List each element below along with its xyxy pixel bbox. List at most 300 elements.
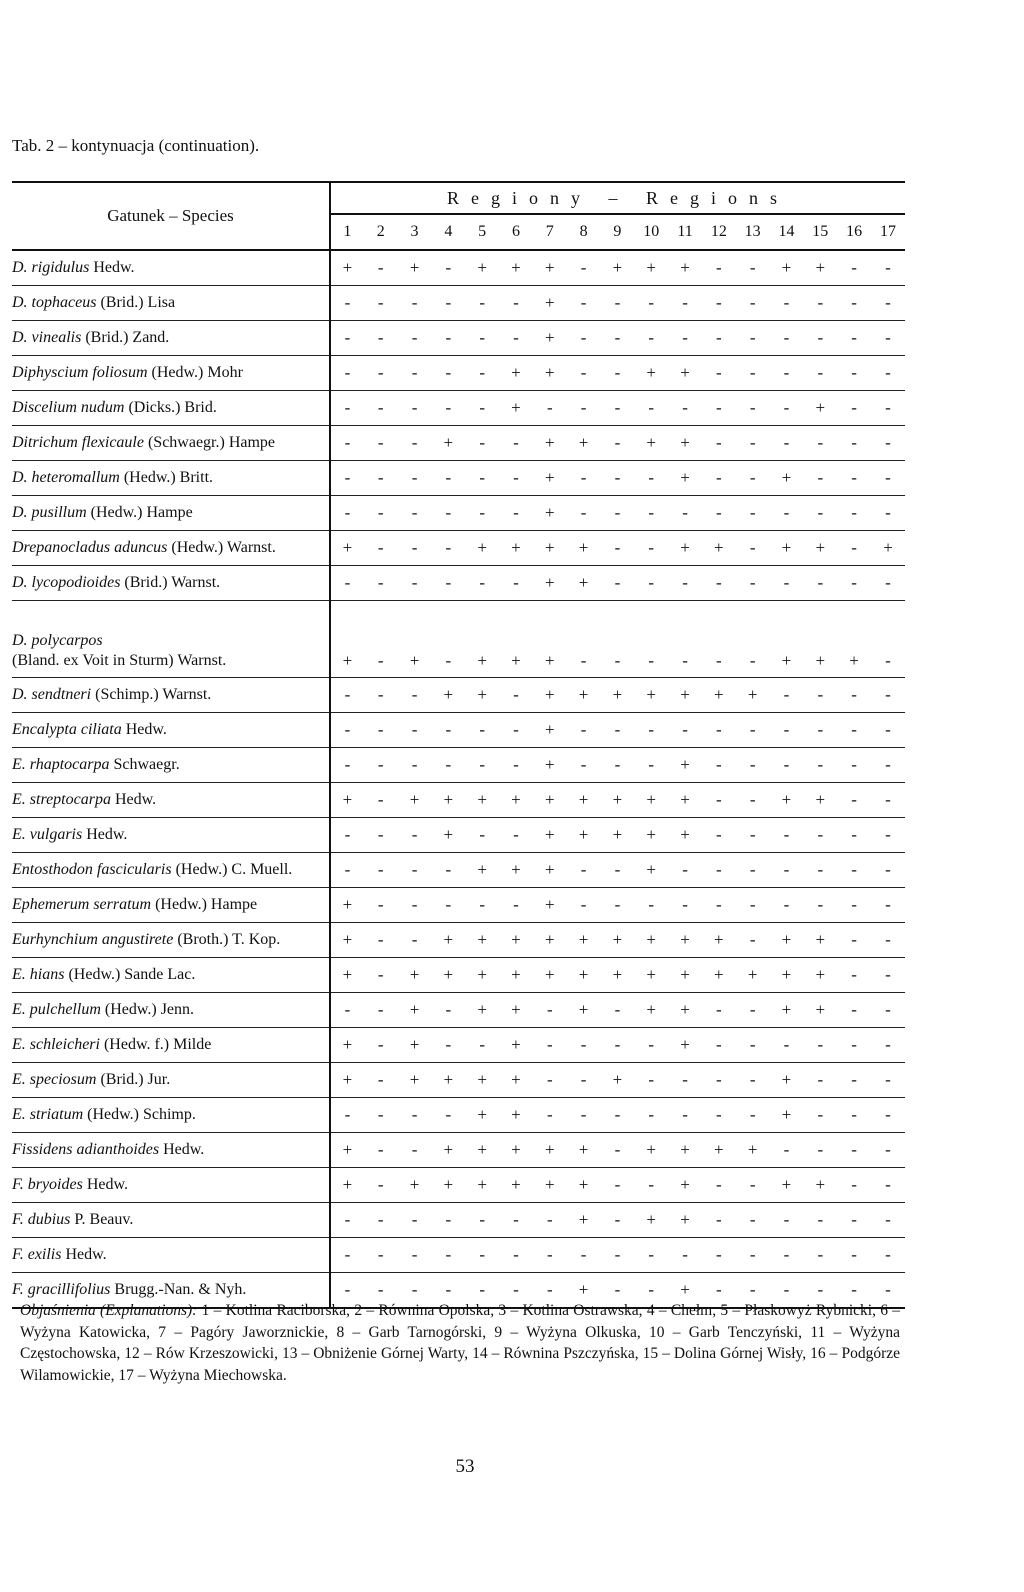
presence-mark-cell: - <box>803 853 837 888</box>
presence-mark-cell: - <box>330 566 364 601</box>
species-latin-name: Drepanocladus aduncus <box>12 539 168 556</box>
presence-mark-cell: - <box>837 356 871 391</box>
presence-mark-cell: - <box>330 461 364 496</box>
presence-mark-cell: - <box>601 888 635 923</box>
presence-mark-cell: - <box>770 748 804 783</box>
presence-mark-cell: - <box>702 321 736 356</box>
presence-mark-cell: + <box>533 356 567 391</box>
presence-mark-cell: - <box>465 426 499 461</box>
species-name-cell <box>12 713 330 748</box>
presence-mark-cell: - <box>803 496 837 531</box>
presence-mark-cell: - <box>871 461 905 496</box>
presence-mark-cell: + <box>837 601 871 678</box>
presence-mark-cell: + <box>465 1098 499 1133</box>
presence-mark-cell: - <box>398 853 432 888</box>
presence-mark-cell: - <box>871 713 905 748</box>
presence-mark-cell: - <box>330 713 364 748</box>
presence-mark-cell: - <box>465 818 499 853</box>
presence-mark-cell: - <box>702 888 736 923</box>
species-authority: Hedw. <box>110 791 157 808</box>
presence-mark-cell: - <box>871 566 905 601</box>
presence-mark-cell: - <box>465 461 499 496</box>
presence-mark-cell: + <box>465 993 499 1028</box>
presence-mark-cell: - <box>398 391 432 426</box>
presence-mark-cell: - <box>601 321 635 356</box>
presence-mark-cell: + <box>668 461 702 496</box>
presence-mark-cell: - <box>567 1063 601 1098</box>
presence-mark-cell: - <box>398 713 432 748</box>
page-number: 53 <box>455 1456 475 1477</box>
presence-mark-cell: - <box>837 1273 871 1309</box>
species-latin-name: E. pulchellum <box>12 1001 101 1018</box>
table-row <box>12 356 905 391</box>
presence-mark-cell: - <box>871 1238 905 1273</box>
presence-mark-cell: - <box>702 496 736 531</box>
species-authority: (Brid.) Jur. <box>96 1071 171 1088</box>
presence-mark-cell: - <box>398 461 432 496</box>
presence-mark-cell: - <box>431 713 465 748</box>
presence-mark-cell: + <box>398 783 432 818</box>
presence-mark-cell: - <box>364 250 398 286</box>
presence-mark-cell: - <box>364 678 398 713</box>
presence-mark-cell: - <box>736 531 770 566</box>
presence-mark-cell: + <box>668 531 702 566</box>
presence-mark-cell: - <box>567 713 601 748</box>
presence-mark-cell: - <box>837 1168 871 1203</box>
presence-mark-cell: - <box>770 818 804 853</box>
presence-mark-cell: + <box>770 531 804 566</box>
presence-mark-cell: - <box>736 496 770 531</box>
presence-mark-cell: - <box>736 1063 770 1098</box>
presence-mark-cell: - <box>499 1238 533 1273</box>
presence-mark-cell: + <box>398 958 432 993</box>
species-name-cell <box>12 531 330 566</box>
presence-mark-cell: + <box>533 250 567 286</box>
presence-mark-cell: - <box>837 321 871 356</box>
presence-mark-cell: - <box>398 286 432 321</box>
presence-mark-cell: - <box>499 321 533 356</box>
presence-mark-cell: - <box>837 461 871 496</box>
region-number-header: 4 <box>431 214 465 250</box>
presence-mark-cell: - <box>465 1203 499 1238</box>
presence-mark-cell: + <box>499 250 533 286</box>
presence-mark-cell: - <box>465 566 499 601</box>
presence-mark-cell: + <box>533 601 567 678</box>
presence-mark-cell: - <box>465 496 499 531</box>
presence-mark-cell: - <box>770 1028 804 1063</box>
region-number-header: 10 <box>634 214 668 250</box>
presence-mark-cell: - <box>465 1238 499 1273</box>
presence-mark-cell: - <box>736 713 770 748</box>
presence-mark-cell: - <box>770 853 804 888</box>
presence-mark-cell: - <box>871 993 905 1028</box>
presence-mark-cell: + <box>634 923 668 958</box>
presence-mark-cell: - <box>702 461 736 496</box>
presence-mark-cell: - <box>364 783 398 818</box>
presence-mark-cell: - <box>702 250 736 286</box>
presence-mark-cell: - <box>499 496 533 531</box>
presence-mark-cell: - <box>364 391 398 426</box>
presence-mark-cell: - <box>330 496 364 531</box>
presence-mark-cell: + <box>431 426 465 461</box>
presence-mark-cell: - <box>499 461 533 496</box>
presence-mark-cell: - <box>431 1098 465 1133</box>
presence-mark-cell: - <box>668 321 702 356</box>
presence-mark-cell: + <box>803 993 837 1028</box>
presence-mark-cell: - <box>364 888 398 923</box>
species-authority: (Hedw.) Jenn. <box>100 1001 195 1018</box>
presence-mark-cell: - <box>871 601 905 678</box>
species-authority: (Broth.) T. Kop. <box>173 931 281 948</box>
presence-mark-cell: + <box>465 1168 499 1203</box>
presence-mark-cell: - <box>431 250 465 286</box>
presence-mark-cell: - <box>736 1098 770 1133</box>
presence-mark-cell: - <box>601 391 635 426</box>
table-row <box>12 566 905 601</box>
presence-mark-cell: + <box>634 783 668 818</box>
presence-mark-cell: + <box>431 1168 465 1203</box>
presence-mark-cell: - <box>567 461 601 496</box>
presence-mark-cell: + <box>330 1133 364 1168</box>
region-number-header: 14 <box>770 214 804 250</box>
presence-mark-cell: - <box>837 993 871 1028</box>
species-authority: (Hedw. f.) Milde <box>99 1036 212 1053</box>
species-authority: (Dicks.) Brid. <box>124 399 217 416</box>
species-name-cell <box>12 286 330 321</box>
presence-mark-cell: + <box>398 250 432 286</box>
presence-mark-cell: - <box>837 1238 871 1273</box>
presence-mark-cell: + <box>398 1168 432 1203</box>
presence-mark-cell: - <box>837 1203 871 1238</box>
presence-mark-cell: + <box>465 678 499 713</box>
presence-mark-cell: - <box>837 713 871 748</box>
presence-mark-cell: + <box>465 601 499 678</box>
table-row <box>12 678 905 713</box>
presence-mark-cell: - <box>431 601 465 678</box>
presence-mark-cell: + <box>330 888 364 923</box>
species-name-cell <box>12 1063 330 1098</box>
presence-mark-cell: - <box>871 818 905 853</box>
species-latin-name: E. vulgaris <box>12 826 83 843</box>
presence-mark-cell: + <box>770 783 804 818</box>
presence-mark-cell: + <box>803 923 837 958</box>
presence-mark-cell: - <box>871 783 905 818</box>
presence-mark-cell: - <box>364 993 398 1028</box>
presence-mark-cell: + <box>465 1133 499 1168</box>
presence-mark-cell: - <box>871 888 905 923</box>
presence-mark-cell: - <box>803 1063 837 1098</box>
presence-mark-cell: - <box>668 496 702 531</box>
presence-mark-cell: - <box>871 426 905 461</box>
presence-mark-cell: - <box>634 531 668 566</box>
presence-mark-cell: - <box>601 286 635 321</box>
presence-mark-cell: - <box>770 1203 804 1238</box>
presence-mark-cell: - <box>601 1028 635 1063</box>
presence-mark-cell: + <box>668 748 702 783</box>
presence-mark-cell: + <box>634 250 668 286</box>
presence-mark-cell: + <box>330 250 364 286</box>
presence-mark-cell: - <box>871 1028 905 1063</box>
presence-mark-cell: + <box>465 250 499 286</box>
presence-mark-cell: - <box>871 853 905 888</box>
species-authority: Hedw. <box>159 1141 205 1158</box>
species-latin-name: E. schleicheri <box>12 1036 100 1053</box>
presence-mark-cell: - <box>871 496 905 531</box>
presence-mark-cell: - <box>736 356 770 391</box>
presence-mark-cell: + <box>499 923 533 958</box>
presence-mark-cell: + <box>465 958 499 993</box>
presence-mark-cell: + <box>770 461 804 496</box>
species-latin-name: E. hians <box>12 966 65 983</box>
regions-column-header: Regiony – Regions <box>330 182 905 214</box>
species-authority: (Hedw.) Hampe <box>151 896 258 913</box>
presence-mark-cell: + <box>601 923 635 958</box>
presence-mark-cell: - <box>601 566 635 601</box>
presence-mark-cell: + <box>601 958 635 993</box>
species-latin-name: Fissidens adianthoides <box>12 1141 160 1158</box>
species-latin-name: D. pusillum <box>12 504 87 521</box>
presence-mark-cell: - <box>634 496 668 531</box>
presence-mark-cell: - <box>330 853 364 888</box>
presence-mark-cell: + <box>398 601 432 678</box>
explanations-note <box>20 1300 900 1386</box>
presence-mark-cell: - <box>364 853 398 888</box>
species-authority: (Brid.) Lisa <box>96 294 176 311</box>
presence-mark-cell: + <box>533 496 567 531</box>
presence-mark-cell: + <box>803 531 837 566</box>
species-authority: (Hedw.) Sande Lac. <box>64 966 196 983</box>
presence-mark-cell: - <box>837 1028 871 1063</box>
presence-mark-cell: + <box>330 1028 364 1063</box>
presence-mark-cell: - <box>364 1133 398 1168</box>
presence-mark-cell: + <box>668 1168 702 1203</box>
presence-mark-cell: - <box>499 713 533 748</box>
presence-mark-cell: + <box>533 286 567 321</box>
presence-mark-cell: + <box>465 531 499 566</box>
presence-mark-cell: - <box>533 1063 567 1098</box>
presence-mark-cell: - <box>837 566 871 601</box>
region-number-header: 1 <box>330 214 364 250</box>
presence-mark-cell: + <box>634 678 668 713</box>
presence-mark-cell: - <box>668 1238 702 1273</box>
presence-mark-cell: + <box>668 923 702 958</box>
presence-mark-cell: - <box>702 713 736 748</box>
presence-mark-cell: - <box>702 853 736 888</box>
presence-mark-cell: - <box>736 1028 770 1063</box>
table-row <box>12 496 905 531</box>
presence-mark-cell: - <box>499 818 533 853</box>
presence-mark-cell: - <box>803 286 837 321</box>
presence-mark-cell: - <box>770 286 804 321</box>
presence-mark-cell: + <box>499 391 533 426</box>
presence-mark-cell: - <box>398 426 432 461</box>
presence-mark-cell: - <box>634 1098 668 1133</box>
presence-mark-cell: + <box>533 818 567 853</box>
species-authority: (Hedw.) Schimp. <box>83 1106 196 1123</box>
table-row <box>12 1098 905 1133</box>
presence-mark-cell: - <box>770 1238 804 1273</box>
presence-mark-cell: + <box>533 923 567 958</box>
presence-mark-cell: + <box>668 678 702 713</box>
species-authority: (Hedw.) Hampe <box>86 504 193 521</box>
presence-mark-cell: + <box>770 993 804 1028</box>
presence-mark-cell: - <box>601 356 635 391</box>
presence-mark-cell: - <box>803 748 837 783</box>
species-name-cell <box>12 1028 330 1063</box>
presence-mark-cell: + <box>668 818 702 853</box>
region-number-header: 5 <box>465 214 499 250</box>
region-number-header: 7 <box>533 214 567 250</box>
presence-mark-cell: - <box>567 1028 601 1063</box>
presence-mark-cell: - <box>871 1203 905 1238</box>
presence-mark-cell: - <box>398 888 432 923</box>
presence-mark-cell: - <box>567 748 601 783</box>
presence-mark-cell: - <box>668 888 702 923</box>
presence-mark-cell: + <box>803 783 837 818</box>
presence-mark-cell: + <box>465 853 499 888</box>
presence-mark-cell: - <box>398 356 432 391</box>
presence-mark-cell: - <box>837 1133 871 1168</box>
presence-mark-cell: + <box>465 923 499 958</box>
presence-mark-cell: + <box>770 601 804 678</box>
region-number-header: 12 <box>702 214 736 250</box>
species-latin-name: D. tophaceus <box>12 294 97 311</box>
presence-mark-cell: - <box>770 1273 804 1309</box>
presence-mark-cell: - <box>601 1133 635 1168</box>
presence-mark-cell: + <box>702 958 736 993</box>
presence-mark-cell: - <box>330 391 364 426</box>
presence-mark-cell: + <box>668 1028 702 1063</box>
presence-mark-cell: - <box>364 958 398 993</box>
presence-mark-cell: - <box>770 356 804 391</box>
species-latin-name: Ephemerum serratum <box>12 896 152 913</box>
presence-mark-cell: + <box>567 678 601 713</box>
presence-mark-cell: - <box>533 1238 567 1273</box>
species-authority: Hedw. <box>82 826 128 843</box>
presence-mark-cell: + <box>803 391 837 426</box>
species-name-cell <box>12 853 330 888</box>
presence-mark-cell: + <box>431 923 465 958</box>
species-authority: Hedw. <box>89 259 135 276</box>
presence-mark-cell: - <box>364 1238 398 1273</box>
species-name-cell <box>12 566 330 601</box>
presence-mark-cell: - <box>736 1168 770 1203</box>
presence-mark-cell: - <box>634 748 668 783</box>
presence-mark-cell: - <box>364 818 398 853</box>
presence-mark-cell: - <box>871 1098 905 1133</box>
presence-mark-cell: - <box>871 356 905 391</box>
presence-mark-cell: - <box>770 1133 804 1168</box>
presence-mark-cell: - <box>871 250 905 286</box>
presence-mark-cell: - <box>770 566 804 601</box>
presence-mark-cell: + <box>499 993 533 1028</box>
species-authority: Brugg.-Nan. & Nyh. <box>110 1281 247 1298</box>
presence-mark-cell: + <box>803 250 837 286</box>
presence-mark-cell: - <box>398 1273 432 1309</box>
presence-mark-cell: - <box>431 993 465 1028</box>
region-number-header: 2 <box>364 214 398 250</box>
presence-mark-cell: - <box>702 1273 736 1309</box>
presence-mark-cell: + <box>533 853 567 888</box>
presence-mark-cell: - <box>736 1273 770 1309</box>
presence-mark-cell: + <box>668 783 702 818</box>
presence-mark-cell: + <box>533 1168 567 1203</box>
presence-mark-cell: + <box>533 531 567 566</box>
presence-mark-cell: - <box>431 461 465 496</box>
species-latin-name: Encalypta ciliata <box>12 721 122 738</box>
presence-mark-cell: + <box>533 888 567 923</box>
presence-mark-cell: - <box>465 748 499 783</box>
presence-mark-cell: - <box>330 426 364 461</box>
presence-mark-cell: + <box>499 601 533 678</box>
presence-mark-cell: + <box>634 356 668 391</box>
presence-mark-cell: - <box>465 321 499 356</box>
presence-mark-cell: - <box>668 1098 702 1133</box>
presence-mark-cell: - <box>330 321 364 356</box>
presence-mark-cell: - <box>364 321 398 356</box>
presence-mark-cell: + <box>499 1028 533 1063</box>
presence-mark-cell: - <box>837 678 871 713</box>
presence-mark-cell: - <box>364 1273 398 1309</box>
presence-mark-cell: + <box>871 531 905 566</box>
presence-mark-cell: - <box>567 286 601 321</box>
presence-mark-cell: - <box>702 1098 736 1133</box>
species-latin-name: Diphyscium foliosum <box>12 364 148 381</box>
presence-mark-cell: + <box>431 1133 465 1168</box>
presence-mark-cell: + <box>634 426 668 461</box>
species-latin-name: E. striatum <box>12 1106 84 1123</box>
species-latin-name: D. vinealis <box>12 329 82 346</box>
presence-mark-cell: - <box>871 748 905 783</box>
presence-mark-cell: - <box>803 356 837 391</box>
presence-mark-cell: - <box>330 818 364 853</box>
presence-mark-cell: - <box>499 566 533 601</box>
species-name-cell <box>12 1133 330 1168</box>
presence-mark-cell: - <box>431 1273 465 1309</box>
presence-mark-cell: + <box>803 1168 837 1203</box>
presence-mark-cell: - <box>465 286 499 321</box>
presence-mark-cell: + <box>601 250 635 286</box>
presence-mark-cell: - <box>837 250 871 286</box>
presence-mark-cell: + <box>567 993 601 1028</box>
presence-mark-cell: - <box>803 321 837 356</box>
presence-mark-cell: - <box>330 356 364 391</box>
presence-mark-cell: + <box>533 783 567 818</box>
presence-mark-cell: + <box>567 1133 601 1168</box>
species-authority: (Hedw.) C. Muell. <box>171 861 293 878</box>
table-row <box>12 321 905 356</box>
presence-mark-cell: + <box>634 1133 668 1168</box>
species-name-cell <box>12 748 330 783</box>
presence-mark-cell: - <box>567 601 601 678</box>
presence-mark-cell: - <box>803 461 837 496</box>
species-latin-name: D. lycopodioides <box>12 574 121 591</box>
species-latin-name: Ditrichum flexicaule <box>12 434 144 451</box>
table-row <box>12 1133 905 1168</box>
explanations-lead: Objaśnienia (Explanations): <box>20 1302 198 1319</box>
presence-mark-cell: - <box>634 566 668 601</box>
species-name-cell <box>12 993 330 1028</box>
table-row <box>12 391 905 426</box>
table-row <box>12 531 905 566</box>
presence-mark-cell: - <box>702 993 736 1028</box>
presence-mark-cell: + <box>499 531 533 566</box>
presence-mark-cell: + <box>330 1063 364 1098</box>
presence-mark-cell: - <box>668 391 702 426</box>
species-name-cell <box>12 391 330 426</box>
presence-mark-cell: - <box>601 461 635 496</box>
presence-mark-cell: - <box>567 321 601 356</box>
